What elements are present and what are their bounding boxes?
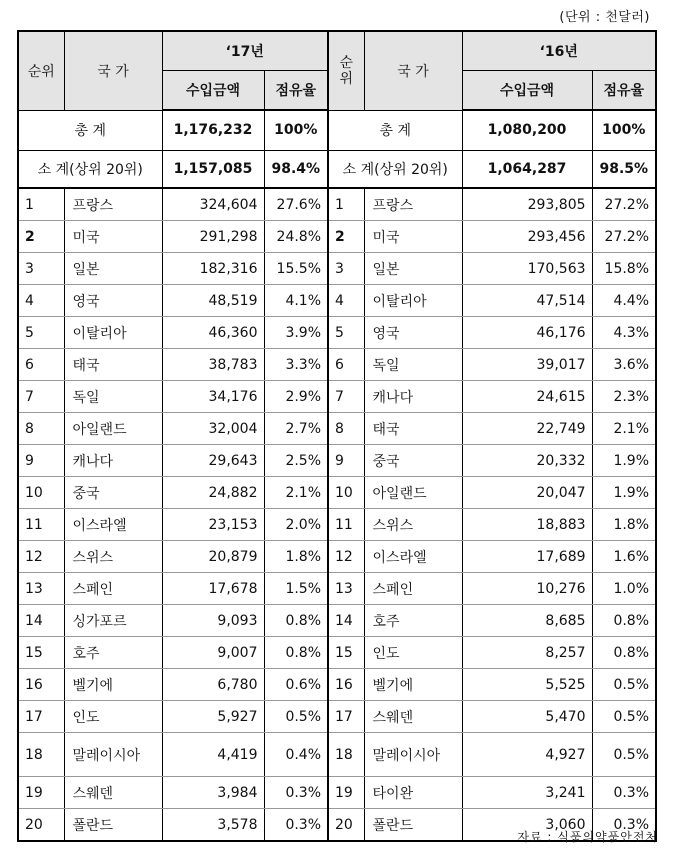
country-cell: 벨기에	[364, 669, 462, 701]
subtotal-share-16: 98.5%	[592, 150, 656, 188]
amount-cell: 46,176	[462, 317, 592, 349]
table-row	[18, 509, 656, 541]
country-cell: 일본	[364, 253, 462, 285]
amount-cell: 48,519	[162, 285, 264, 317]
rank-cell: 13	[18, 573, 64, 605]
share-cell: 4.3%	[592, 317, 656, 349]
share-cell: 27.2%	[592, 188, 656, 221]
country-cell: 호주	[64, 637, 162, 669]
rank-cell: 10	[18, 477, 64, 509]
share-cell: 0.6%	[264, 669, 328, 701]
rank-cell: 7	[18, 381, 64, 413]
amount-cell: 20,047	[462, 477, 592, 509]
country-cell: 말레이시아	[364, 733, 462, 777]
amount-cell: 18,883	[462, 509, 592, 541]
country-cell: 스페인	[364, 573, 462, 605]
amount-cell: 293,456	[462, 221, 592, 253]
amount-cell: 24,882	[162, 477, 264, 509]
rank-cell: 15	[18, 637, 64, 669]
amount-cell: 291,298	[162, 221, 264, 253]
total-label-17: 총 계	[18, 110, 162, 150]
rank-cell: 11	[18, 509, 64, 541]
country-cell: 캐나다	[364, 381, 462, 413]
amount-cell: 5,470	[462, 701, 592, 733]
country-cell: 영국	[64, 285, 162, 317]
country-cell: 독일	[64, 381, 162, 413]
country-cell: 이스라엘	[364, 541, 462, 573]
amount-cell: 20,332	[462, 445, 592, 477]
country-cell: 벨기에	[64, 669, 162, 701]
country-cell: 폴란드	[364, 809, 462, 842]
table-row	[18, 669, 656, 701]
rank-cell: 17	[328, 701, 364, 733]
share-cell: 0.4%	[264, 733, 328, 777]
rank-cell: 2	[328, 221, 364, 253]
country-cell: 스웨덴	[364, 701, 462, 733]
amount-cell: 22,749	[462, 413, 592, 445]
share-cell: 3.9%	[264, 317, 328, 349]
rank-cell: 17	[18, 701, 64, 733]
country-cell: 캐나다	[64, 445, 162, 477]
share-cell: 27.2%	[592, 221, 656, 253]
rank-cell: 4	[18, 285, 64, 317]
amount-cell: 3,060	[462, 809, 592, 842]
amount-cell: 170,563	[462, 253, 592, 285]
country-cell: 영국	[364, 317, 462, 349]
amount-cell: 9,007	[162, 637, 264, 669]
table-row	[18, 777, 656, 809]
table-row	[18, 285, 656, 317]
country-cell: 이탈리아	[64, 317, 162, 349]
country-cell: 인도	[364, 637, 462, 669]
share-cell: 0.5%	[264, 701, 328, 733]
header-rank: 순위	[18, 31, 64, 110]
header-country: 국 가	[64, 31, 162, 110]
header-import-amount-17: 수입금액	[162, 71, 264, 111]
amount-cell: 38,783	[162, 349, 264, 381]
table-row	[18, 733, 656, 777]
amount-cell: 3,984	[162, 777, 264, 809]
table-row	[18, 541, 656, 573]
country-cell: 프랑스	[64, 188, 162, 221]
rank-cell: 9	[18, 445, 64, 477]
share-cell: 0.5%	[592, 669, 656, 701]
share-cell: 2.1%	[264, 477, 328, 509]
share-cell: 0.3%	[264, 777, 328, 809]
amount-cell: 182,316	[162, 253, 264, 285]
table-row	[18, 221, 656, 253]
amount-cell: 46,360	[162, 317, 264, 349]
country-cell: 프랑스	[364, 188, 462, 221]
amount-cell: 23,153	[162, 509, 264, 541]
rank-cell: 9	[328, 445, 364, 477]
share-cell: 1.8%	[592, 509, 656, 541]
rank-cell: 8	[18, 413, 64, 445]
amount-cell: 293,805	[462, 188, 592, 221]
amount-cell: 17,689	[462, 541, 592, 573]
amount-cell: 32,004	[162, 413, 264, 445]
amount-cell: 3,578	[162, 809, 264, 842]
subtotal-share-17: 98.4%	[264, 150, 328, 188]
rank-cell: 10	[328, 477, 364, 509]
header-rank-right: 순 위	[328, 31, 364, 110]
total-amount-17: 1,176,232	[162, 110, 264, 150]
share-cell: 0.8%	[264, 637, 328, 669]
country-cell: 이탈리아	[364, 285, 462, 317]
amount-cell: 20,879	[162, 541, 264, 573]
amount-cell: 4,419	[162, 733, 264, 777]
country-cell: 태국	[64, 349, 162, 381]
table-row	[18, 701, 656, 733]
share-cell: 0.5%	[592, 701, 656, 733]
share-cell: 0.3%	[592, 777, 656, 809]
rank-cell: 3	[328, 253, 364, 285]
table-row	[18, 413, 656, 445]
amount-cell: 47,514	[462, 285, 592, 317]
share-cell: 1.5%	[264, 573, 328, 605]
rank-cell: 18	[328, 733, 364, 777]
share-cell: 0.3%	[264, 809, 328, 842]
table-row	[18, 188, 656, 221]
rank-cell: 12	[328, 541, 364, 573]
import-table	[17, 30, 657, 842]
country-cell: 아일랜드	[364, 477, 462, 509]
rank-cell: 6	[328, 349, 364, 381]
rank-cell: 16	[328, 669, 364, 701]
amount-cell: 324,604	[162, 188, 264, 221]
amount-cell: 8,685	[462, 605, 592, 637]
amount-cell: 17,678	[162, 573, 264, 605]
country-cell: 미국	[64, 221, 162, 253]
share-cell: 27.6%	[264, 188, 328, 221]
table-row	[18, 477, 656, 509]
share-cell: 3.6%	[592, 349, 656, 381]
amount-cell: 29,643	[162, 445, 264, 477]
country-cell: 아일랜드	[64, 413, 162, 445]
header-import-amount-16: 수입금액	[462, 71, 592, 111]
share-cell: 1.9%	[592, 477, 656, 509]
rank-cell: 8	[328, 413, 364, 445]
rank-cell: 4	[328, 285, 364, 317]
country-cell: 중국	[364, 445, 462, 477]
amount-cell: 6,780	[162, 669, 264, 701]
header-share-16: 점유율	[592, 71, 656, 111]
country-cell: 폴란드	[64, 809, 162, 842]
header-country-right: 국 가	[364, 31, 462, 110]
share-cell: 1.6%	[592, 541, 656, 573]
table-row	[18, 573, 656, 605]
rank-cell: 20	[18, 809, 64, 842]
rank-cell: 20	[328, 809, 364, 842]
share-cell: 2.9%	[264, 381, 328, 413]
rank-cell: 5	[18, 317, 64, 349]
country-cell: 스웨덴	[64, 777, 162, 809]
country-cell: 스위스	[64, 541, 162, 573]
amount-cell: 3,241	[462, 777, 592, 809]
share-cell: 4.4%	[592, 285, 656, 317]
rank-cell: 12	[18, 541, 64, 573]
country-cell: 이스라엘	[64, 509, 162, 541]
share-cell: 15.5%	[264, 253, 328, 285]
total-share-17: 100%	[264, 110, 328, 150]
country-cell: 호주	[364, 605, 462, 637]
amount-cell: 4,927	[462, 733, 592, 777]
header-share-17: 점유율	[264, 71, 328, 111]
country-cell: 미국	[364, 221, 462, 253]
amount-cell: 5,525	[462, 669, 592, 701]
country-cell: 말레이시아	[64, 733, 162, 777]
share-cell: 0.8%	[592, 605, 656, 637]
rank-cell: 3	[18, 253, 64, 285]
share-cell: 3.3%	[264, 349, 328, 381]
rank-cell: 6	[18, 349, 64, 381]
country-cell: 타이완	[364, 777, 462, 809]
amount-cell: 24,615	[462, 381, 592, 413]
share-cell: 2.3%	[592, 381, 656, 413]
rank-cell: 14	[18, 605, 64, 637]
table-row	[18, 349, 656, 381]
subtotal-amount-16: 1,064,287	[462, 150, 592, 188]
total-label-16: 총 계	[328, 110, 462, 150]
share-cell: 2.5%	[264, 445, 328, 477]
country-cell: 중국	[64, 477, 162, 509]
amount-cell: 8,257	[462, 637, 592, 669]
share-cell: 0.8%	[592, 637, 656, 669]
country-cell: 독일	[364, 349, 462, 381]
rank-cell: 18	[18, 733, 64, 777]
share-cell: 1.0%	[592, 573, 656, 605]
country-cell: 스위스	[364, 509, 462, 541]
unit-label: (단위 : 천달러)	[559, 10, 650, 25]
rank-cell: 11	[328, 509, 364, 541]
header-year-16: ‘16년	[462, 31, 656, 71]
share-cell: 2.7%	[264, 413, 328, 445]
country-cell: 태국	[364, 413, 462, 445]
share-cell: 15.8%	[592, 253, 656, 285]
source-note: 자료 : 식품의약품안전처	[517, 830, 658, 844]
share-cell: 1.8%	[264, 541, 328, 573]
subtotal-amount-17: 1,157,085	[162, 150, 264, 188]
amount-cell: 10,276	[462, 573, 592, 605]
table-row	[18, 253, 656, 285]
rank-cell: 19	[328, 777, 364, 809]
country-cell: 싱가포르	[64, 605, 162, 637]
subtotal-label-16: 소 계(상위 20위)	[328, 150, 462, 188]
table-row	[18, 317, 656, 349]
rank-cell: 7	[328, 381, 364, 413]
rank-cell: 14	[328, 605, 364, 637]
country-cell: 일본	[64, 253, 162, 285]
amount-cell: 39,017	[462, 349, 592, 381]
amount-cell: 9,093	[162, 605, 264, 637]
rank-cell: 13	[328, 573, 364, 605]
table-row	[18, 445, 656, 477]
rank-cell: 2	[18, 221, 64, 253]
country-cell: 인도	[64, 701, 162, 733]
table-row	[18, 637, 656, 669]
rank-cell: 5	[328, 317, 364, 349]
total-amount-16: 1,080,200	[462, 110, 592, 150]
share-cell: 0.8%	[264, 605, 328, 637]
amount-cell: 34,176	[162, 381, 264, 413]
share-cell: 24.8%	[264, 221, 328, 253]
rank-cell: 1	[18, 188, 64, 221]
share-cell: 0.5%	[592, 733, 656, 777]
table-row	[18, 605, 656, 637]
amount-cell: 5,927	[162, 701, 264, 733]
table-row	[18, 381, 656, 413]
share-cell: 2.1%	[592, 413, 656, 445]
share-cell: 4.1%	[264, 285, 328, 317]
share-cell: 0.3%	[592, 809, 656, 842]
total-share-16: 100%	[592, 110, 656, 150]
share-cell: 2.0%	[264, 509, 328, 541]
header-year-17: ‘17년	[162, 31, 328, 71]
share-cell: 1.9%	[592, 445, 656, 477]
rank-cell: 16	[18, 669, 64, 701]
rank-cell: 19	[18, 777, 64, 809]
country-cell: 스페인	[64, 573, 162, 605]
rank-cell: 1	[328, 188, 364, 221]
subtotal-label-17: 소 계(상위 20위)	[18, 150, 162, 188]
rank-cell: 15	[328, 637, 364, 669]
